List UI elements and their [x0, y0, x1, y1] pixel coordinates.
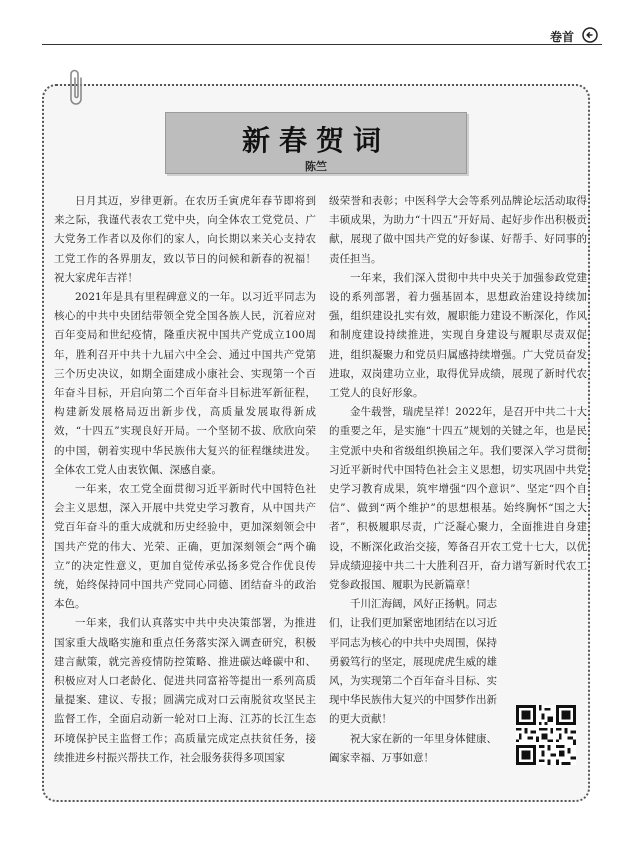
- paragraph: 千川汇海阔，风好正扬帆。同志们，让我们更加紧密地团结在以习近平同志为核心的中共中央周围，保持勇毅笃行的坚定，展现虎虎生威的雄风，为实现第二个百年奋斗目标、实现中华民族伟大复兴的中国梦作出新的更大贡献！: [329, 598, 497, 726]
- paperclip-icon: [66, 66, 88, 110]
- article-title: 新春贺词: [241, 124, 390, 157]
- article-author: 陈竺: [305, 160, 327, 173]
- paragraph: 一年来，我们深入贯彻中共中央关于加强参政党建设的系列部署，着力强基固本，思想政治建设持续加强，组织建设扎实有效，履职能力建设不断深化，作风和制度建设持续推进，实现自身建设与履职尽责双促进，组织凝聚力和党员归属感持续增强。广大党员奋发进取，双岗建功立业，取得优异成绩，展现了新时代农工党人的良好形象。: [329, 271, 587, 400]
- section-label: 卷首: [549, 30, 574, 44]
- paragraph: 日月其迈，岁律更新。在农历壬寅虎年春节即将到来之际，我谨代表农工党中央，向全体农工党党员、广大党务工作者以及你们的家人，向长期以来关心支持农工党工作的各界朋友，致以节日的问候和新春的祝福！祝大家虎年吉祥！: [54, 195, 316, 284]
- article-column-right: [329, 192, 587, 768]
- circle-arrow-left-icon[interactable]: [582, 27, 598, 43]
- paragraph: 级荣誉和表彰；中医科学大会等系列品牌论坛活动取得丰硕成果，为助力“十四五”开好局、起好步作出积极贡献，展现了做中国共产党的好参谋、好帮手、好同事的责任担当。: [329, 195, 587, 265]
- paragraph: 2021年是具有里程碑意义的一年。以习近平同志为核心的中共中央团结带领全党全国各族人民，沉着应对百年变局和世纪疫情，隆重庆祝中国共产党成立100周年，胜利召开中共十九届六中全会、通过中国共产党第三个历史决议，如期全面建成小康社会、实现第一个百年奋斗目标，开启向第二个百年奋斗目标进军新征程，构建新发展格局迈出新步伐，高质量发展取得新成效，“十四五”实现良好开局。一个坚韧不拔、欣欣向荣的中国，朝着实现中华民族伟大复兴的征程继续进发。全体农工党人由衷钦佩、深感自豪。: [54, 291, 316, 476]
- paragraph: 一年来，农工党全面贯彻习近平新时代中国特色社会主义思想，深入开展中共党史学习教育，从中国共产党百年奋斗的重大成就和历史经验中，更加深刻领会中国共产党的伟大、光荣、正确，更加深刻领会“两个确立”的决定性意义，更加自觉传承弘扬多党合作优良传统，始终保持同中国共产党同心同德、团结奋斗的政治本色。: [54, 483, 316, 611]
- header-rule: [42, 44, 602, 45]
- article-column-left: [54, 192, 316, 768]
- paragraph: 一年来，我们认真落实中共中央决策部署，为推进国家重大战略实施和重点任务落实深入调查研究，积极建言献策，就完善疫情防控策略、推进碳达峰碳中和、积极应对人口老龄化、促进共同富裕等提出一系列高质量提案、建议、专报；圆满完成对口云南脱贫攻坚民主监督工作，全面启动新一轮对口上海、江苏的长江生态环境保护民主监督工作；高质量完成定点扶贫任务，接续推进乡村振兴帮扶工作，社会服务获得多项国家: [54, 617, 316, 764]
- paragraph: 金牛载誉，瑞虎呈祥！2022年，是召开中共二十大的重要之年，是实施“十四五”规划的关键之年，也是民主党派中央和省级组织换届之年。我们要深入学习贯彻习近平新时代中国特色社会主义思想，切实巩固中共党史学习教育成果，筑牢增强“四个意识”、坚定“四个自信”、做到“两个维护”的思想根基。始终胸怀“国之大者”，积极履职尽责，广泛凝心聚力，全面推进自身建设，不断深化政治交接，筹备召开农工党十七大，以优异成绩迎接中共二十大胜利召开，奋力谱写新时代农工党参政报国、履职为民新篇章！: [329, 406, 587, 592]
- qr-code-image: [516, 705, 576, 765]
- paragraph: 祝大家在新的一年里身体健康、阖家幸福、万事如意！: [329, 732, 497, 764]
